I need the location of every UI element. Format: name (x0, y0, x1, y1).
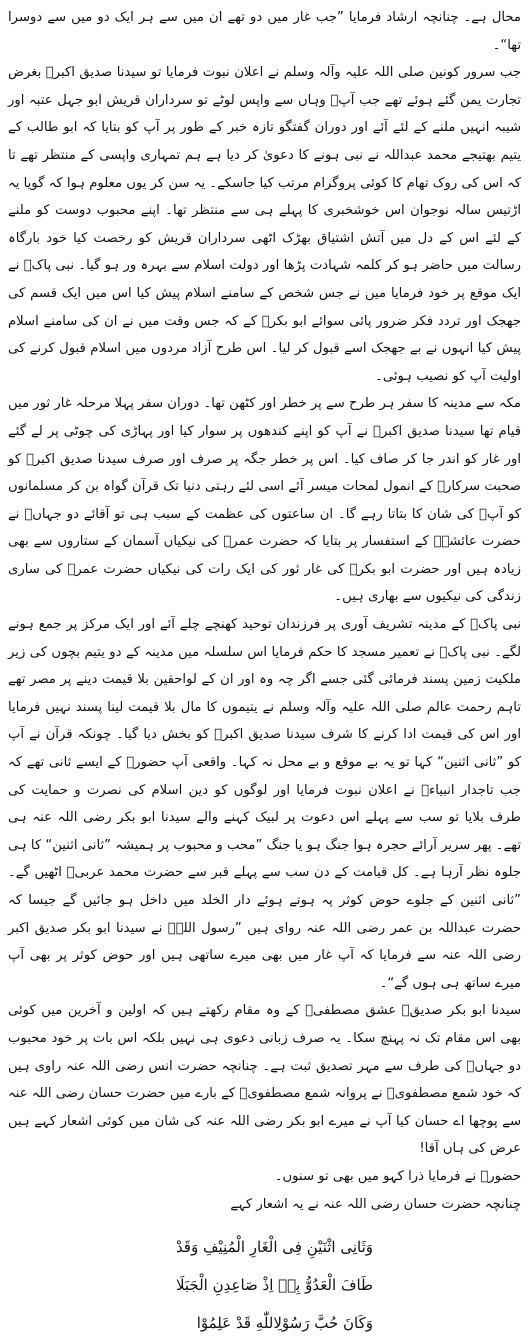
poem-verse-1: وَثَانِی اثْنَیْنِ فِی الْغَارِ الْمُنِیْفِ وَقَدْ (175, 1238, 373, 1257)
arabic-poem (8, 1228, 521, 1342)
paragraph-3: مکہ سے مدینہ کا سفر ہر طرح سے پر خطر اور کٹھن تھا۔ دوران سفر پہلا مرحلہ غار ثور میں قیام تھا سیدنا صدیق اکبرؓ نے آپ کو اپنے کندھوں پر سوار کیا اور پہاڑی کی چوٹی پر لے گئے اور غار کو اندر جا کر صاف کیا۔ اس پر خطر جگہ پر صرف اور صرف سیدنا صدیق اکبرؓ کو صحبت سرکارؐ کے انمول لمحات میسر آئے اسی لئے رہتی دنیا تک قرآن گواہ بن کر مسلمانوں کو آپؓ کی شان کا بتاتا رہے گا۔ ان ساعتوں کی عظمت کے سبب ہی تو آقائے دو جہاںؐ نے حضرت عائشہؓ کے استفسار پر بتایا کہ حضرت عمرؓ کی نیکیاں آسمان کے ستاروں سے بھی زیادہ ہیں اور حضرت ابو بکرؓ کی غار ثور کی ایک رات کی نیکیاں حضرت عمرؓ کی ساری زندگی کی نیکیوں سے بھاری ہیں۔ (8, 396, 521, 605)
poem-intro-line: چنانچہ حضرت حسان رضی اللہ عنہ نے یہ اشعار کہے (230, 1196, 521, 1212)
paragraph-6: حضورؐ نے فرمایا ذرا کہو میں بھی تو سنوں۔ (274, 1168, 521, 1184)
paragraph-2: جب سرور کونین صلی اللہ علیہ وآلہ وسلم نے اعلان نبوت فرمایا تو سیدنا صدیق اکبرؓ بغرض تجارت یمن گئے ہوئے تھے جب آپؓ وہاں سے واپس لوٹے تو سرداران قریش ابو جہل عتبہ اور شیبہ انہیں ملنے کے لئے آئے اور دوران گفتگو تازہ خبر کے طور پر آپ کو بتایا کہ ابو طالب کے یتیم بھتیجے محمد عبداللہ نے نبی ہونے کا دعویٰ کر دیا ہے ہم تمہاری واپسی کے منتظر تھے تا کہ اس کی روک تھام کا کوئی پروگرام مرتب کیا جاسکے۔ یہ سن کر یوں معلوم ہوا کہ گویا یہ اڑتیس سالہ نوجوان اس خوشخبری کا پہلے ہی سے منتظر تھا۔ اپنے محبوب دوست کو ملنے کے لئے اس کے دل میں آتش اشتیاق بھڑک اٹھی سرداران قریش کو رخصت کیا خود بارگاہ رسالت میں حاضر ہو کر کلمہ شہادت پڑھا اور دولت اسلام سے بہرہ ور ہو گیا۔ نبی پاکؐ نے ایک موقع پر خود فرمایا میں نے جس شخص کے سامنے اسلام پیش کیا اس میں ایک قسم کی جھجک اور تردد فکر ضرور پائی سوائے ابو بکرؓ کے کہ جس وقت میں نے ان کی سامنے اسلام پیش کیا انہوں نے بے جھجک اسے قبول کر لیا۔ اس طرح آزاد مردوں میں اسلام قبول کرنے کی اولیت آپ کو نصیب ہوئی۔ (8, 65, 521, 384)
paragraph-5: سیدنا ابو بکر صدیقؓ عشق مصطفیؐ کے وہ مقام رکھتے ہیں کہ اولین و آخرین میں کوئی بھی اس مقام تک نہ پہنچ سکا۔ یہ صرف زبانی دعوی ہی نہیں بلکہ اس بات پر خود محبوب دو جہاںؐ کی طرف سے مہر تصدیق ثبت ہے۔ چنانچہ حضرت انس رضی اللہ عنہ راوی ہیں کہ خود شمع مصطفویؐ نے پروانہ شمع مصطفویؐ کے بارے میں حضرت حسان رضی اللہ عنہ سے پوچھا اے حسان کیا آپ نے میرے ابو بکر رضی اللہ عنہ کی شان میں کوئی اشعار کہے ہیں عرض کی ہاں آقا! (8, 1003, 521, 1157)
paragraph-1: محال ہے۔ چنانچہ ارشاد فرمایا ”جب غار میں دو تھے ان میں سے ہر ایک دو میں سے دوسرا تھا“۔ (8, 10, 521, 53)
paragraph-4: نبی پاکؐ کے مدینہ تشریف آوری پر فرزندان توحید کھنچے چلے آئے اور ایک مرکز پر جمع ہونے لگے۔ نبی پاکؐ نے تعمیر مسجد کا حکم فرمایا اس سلسلہ میں مدینہ کے دو یتیم بچوں کی زیر ملکیت زمین پسند فرمائی گئی جسے اگر چہ وہ اور ان کے لواحقین بلا قیمت دینے پر مصر تھے تاہم رحمت عالم صلی اللہ علیہ وآلہ وسلم نے یتیموں کا مال بلا قیمت لینا پسند نہیں فرمایا اور اس کی قیمت ادا کرنے کا شرف سیدنا صدیق اکبرؓ کو بخش دیا گیا۔ چونکہ قرآن نے آپ کو ”ثانی اثنین“ کہا تو یہ بے موقع و بے محل نہ کہا۔ واقعی آپ حضورؐ کے ایسے ثانی تھے کہ جب تاجدار انبیاءؐ نے اعلان نبوت فرمایا اور لوگوں کو دین اسلام کی نصرت و حمایت کی طرف بلایا تو سب سے پہلے اس دعوت پر لبیک کہنے والے سیدنا ابو بکر رضی اللہ عنہ ہی تھے۔ پھر سریر آرائے حجرہ ہوا جنگ ہو یا جنگ ”محب و محبوب پر ہمیشہ ”ثانی اثنین“ کا ہی جلوہ نظر آرہا ہے۔ کل قیامت کے دن سب سے پہلے قبر سے حضرت محمد عربیؐ اٹھیں گے۔ ”ثانی اثنین کے جلوے حوض کوثر پہ ہوتے ہوئے دار الخلد میں داخل ہو جائیں گے جیسا کہ حضرت عبداللہ بن عمر رضی اللہ عنہ روای ہیں ”رسول اللہؐ نے سیدنا ابو بکر صدیق اکبر رضی اللہ عنہ سے فرمایا کہ آپ غار میں بھی میرے ساتھی ہیں اور حوض کوثر پر بھی آپ میرے ساتھ ہی ہوں گے“۔ (8, 617, 521, 991)
poem-verse-2: طَافَ الْعَدُوُّ بِهٖ اِذْ صَاعِدِنِ الْجَبَلَا (175, 1276, 373, 1295)
poem-verse-3: وَکَانَ حُبَّ رَسُوْلِاللّٰهِ قَدْ عَلِمُوْا (196, 1314, 373, 1333)
